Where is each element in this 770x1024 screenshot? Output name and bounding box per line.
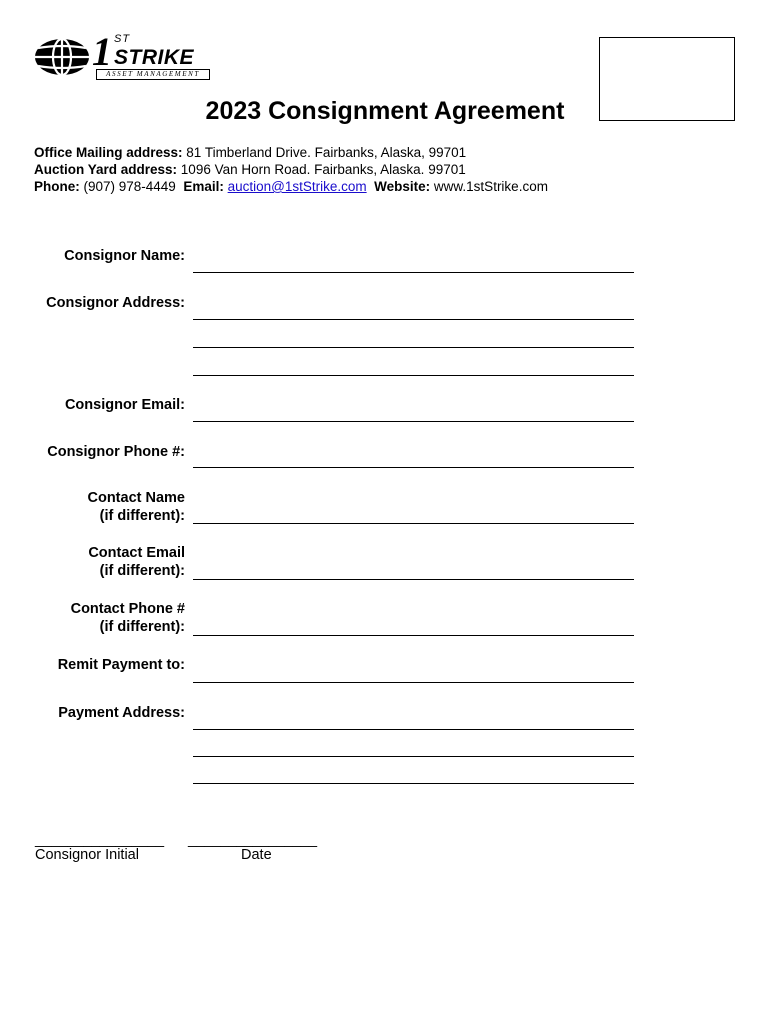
consignor-address-label: Consignor Address: (46, 295, 185, 311)
email-link[interactable]: auction@1stStrike.com (227, 179, 367, 194)
brand-tagline: ASSET MANAGEMENT (96, 69, 210, 80)
contact-email-field[interactable] (193, 579, 634, 580)
company-logo (34, 29, 212, 82)
consignor-initial-label: Consignor Initial (35, 847, 139, 863)
consignor-phone-field[interactable] (193, 467, 634, 468)
contact-email-label: Contact Email (if different): (88, 545, 185, 579)
consignor-phone-label: Consignor Phone #: (47, 444, 185, 460)
consignor-address-field-1[interactable] (193, 319, 634, 320)
contact-phone-field[interactable] (193, 635, 634, 636)
contact-phone-label: Contact Phone # (if different): (70, 601, 185, 635)
page-title: 2023 Consignment Agreement (205, 97, 565, 125)
yard-address-line (34, 161, 466, 178)
phone-value: (907) 978-4449 (79, 179, 176, 194)
email-label: Email: (183, 179, 224, 194)
remit-payment-label: Remit Payment to: (57, 657, 185, 673)
consignor-name-field[interactable] (193, 272, 634, 273)
consignor-email-field[interactable] (193, 421, 634, 422)
consignor-initial-blank[interactable]: ________________ (35, 832, 165, 848)
remit-payment-field[interactable] (193, 682, 634, 683)
office-address-label: Office Mailing address: (34, 145, 183, 160)
brand-word: STRIKE (114, 46, 195, 69)
contact-name-field[interactable] (193, 523, 634, 524)
consignor-name-label: Consignor Name: (64, 248, 185, 264)
office-address-line (34, 144, 466, 161)
payment-address-field-1[interactable] (193, 729, 634, 730)
phone-email-website-line (34, 178, 548, 195)
consignor-address-field-3[interactable] (193, 375, 634, 376)
payment-address-label: Payment Address: (58, 705, 185, 721)
yard-address-value: 1096 Van Horn Road. Fairbanks, Alaska. 99701 (177, 162, 466, 177)
website-label: Website: (374, 179, 431, 194)
brand-number: 1 (92, 29, 112, 74)
brand-superscript: ST (114, 33, 131, 45)
yard-address-label: Auction Yard address: (34, 162, 178, 177)
consignor-email-label: Consignor Email: (64, 397, 185, 413)
date-blank[interactable]: ________________ (188, 832, 318, 848)
payment-address-field-3[interactable] (193, 783, 634, 784)
contact-name-label: Contact Name (if different): (87, 490, 185, 524)
payment-address-field-2[interactable] (193, 756, 634, 757)
website-value: www.1stStrike.com (430, 179, 548, 194)
phone-label: Phone: (34, 179, 80, 194)
office-address-value: 81 Timberland Drive. Fairbanks, Alaska, 99701 (182, 145, 467, 160)
consignor-address-field-2[interactable] (193, 347, 634, 348)
date-label: Date (241, 847, 272, 863)
